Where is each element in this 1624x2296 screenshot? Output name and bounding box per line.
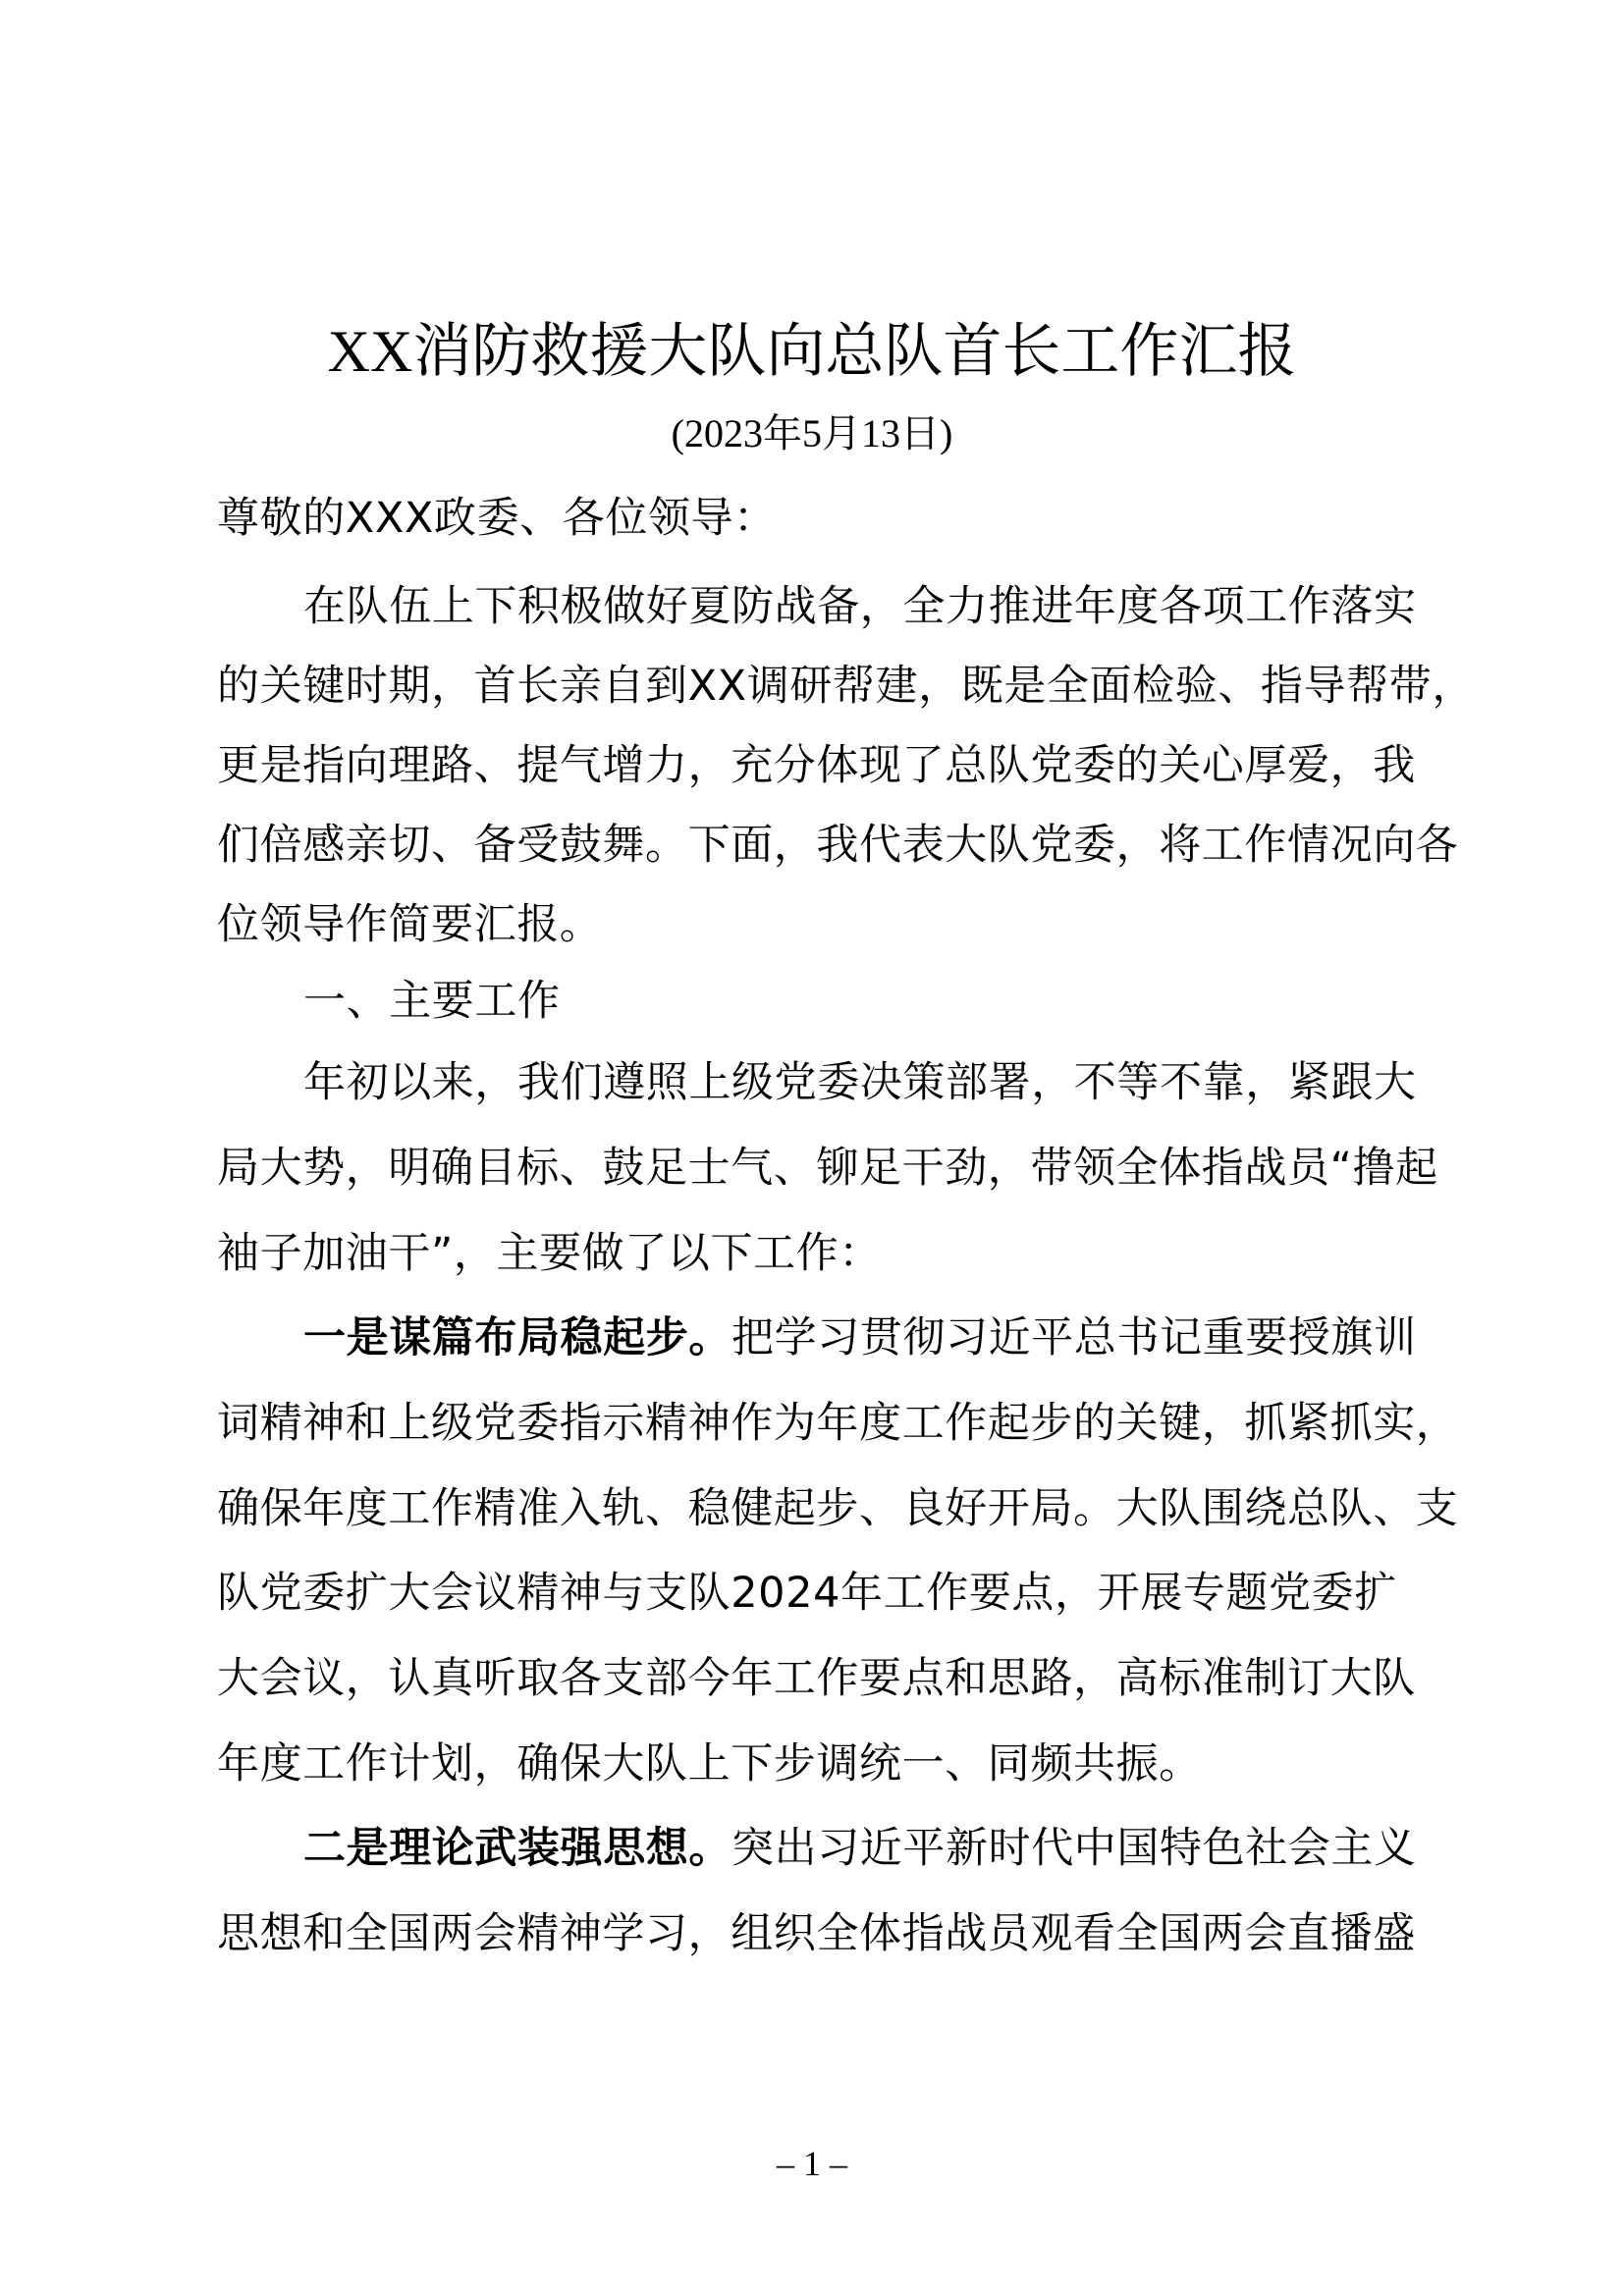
line-text: 们倍感亲切、备受鼓舞。下面，我代表大队党委，将工作情况向各 [217,821,1459,870]
body-line [303,1819,1435,1878]
body-line [217,1564,1435,1623]
line-text: 年度工作计划，确保大队上下步调统一、同频共振。 [217,1739,1202,1789]
title-prefix: XX [327,319,413,384]
body-line [217,1224,1435,1283]
body-line [303,577,1435,636]
line-text: 思想和全国两会精神学习，组织全体指战员观看全国两会直播盛 [217,1909,1416,1958]
bold-heading: 二是理论武装强思想。 [303,1824,731,1873]
body-line [217,895,1435,954]
line-text: 把学习贯彻习近平总书记重要授旗训 [731,1313,1417,1362]
line-text: 年初以来，我们遵照上级党委决策部署，不等不靠，紧跟大 [303,1058,1417,1107]
document-date: (2023年5月13日) [671,411,953,455]
line-text: 大会议，认真听取各支部今年工作要点和思路，高标准制订大队 [217,1654,1416,1703]
line-text: 局大势，明确目标、鼓足士气、铆足干劲，带领全体指战员“撸起 [217,1144,1438,1193]
line-text: 在队伍上下积极做好夏防战备，全力推进年度各项工作落实 [303,582,1417,631]
line-text: 位领导作简要汇报。 [217,900,603,949]
line-text: 词精神和上级党委指示精神作为年度工作起步的关键，抓紧抓实， [217,1399,1459,1448]
line-text: 突出习近平新时代中国特色社会主义 [731,1824,1417,1873]
line-text: 更是指向理路、提气增力，充分体现了总队党委的关心厚爱，我 [217,741,1416,790]
body-line [217,1735,1435,1793]
body-line [303,972,1435,1031]
body-line [217,1394,1459,1453]
bold-heading: 一是谋篇布局稳起步。 [303,1313,731,1362]
body-line [217,1139,1438,1198]
line-text: 队党委扩大会议精神与支队2024年工作要点，开展专题党委扩 [217,1569,1397,1618]
body-line [217,1904,1435,1963]
salutation: 尊敬的XXX政委、各位领导： [217,494,777,543]
body-line [217,816,1459,875]
body-line [303,1308,1435,1367]
line-text: 袖子加油干”，主要做了以下工作： [217,1229,882,1278]
body-line [217,736,1435,795]
body-line [303,1053,1435,1112]
document-title [0,316,1624,387]
line-text: 一、主要工作 [303,977,561,1026]
body-line [217,657,1475,716]
body-line [217,1479,1459,1538]
title-main: 消防救援大队向总队首长工作汇报 [412,317,1297,386]
line-text: 确保年度工作精准入轨、稳健起步、良好开局。大队围绕总队、支 [217,1484,1459,1533]
body-line [217,1649,1435,1708]
page-number: – 1 – [777,2144,847,2183]
line-text: 的关键时期，首长亲自到XX调研帮建，既是全面检验、指导帮带， [217,662,1475,711]
